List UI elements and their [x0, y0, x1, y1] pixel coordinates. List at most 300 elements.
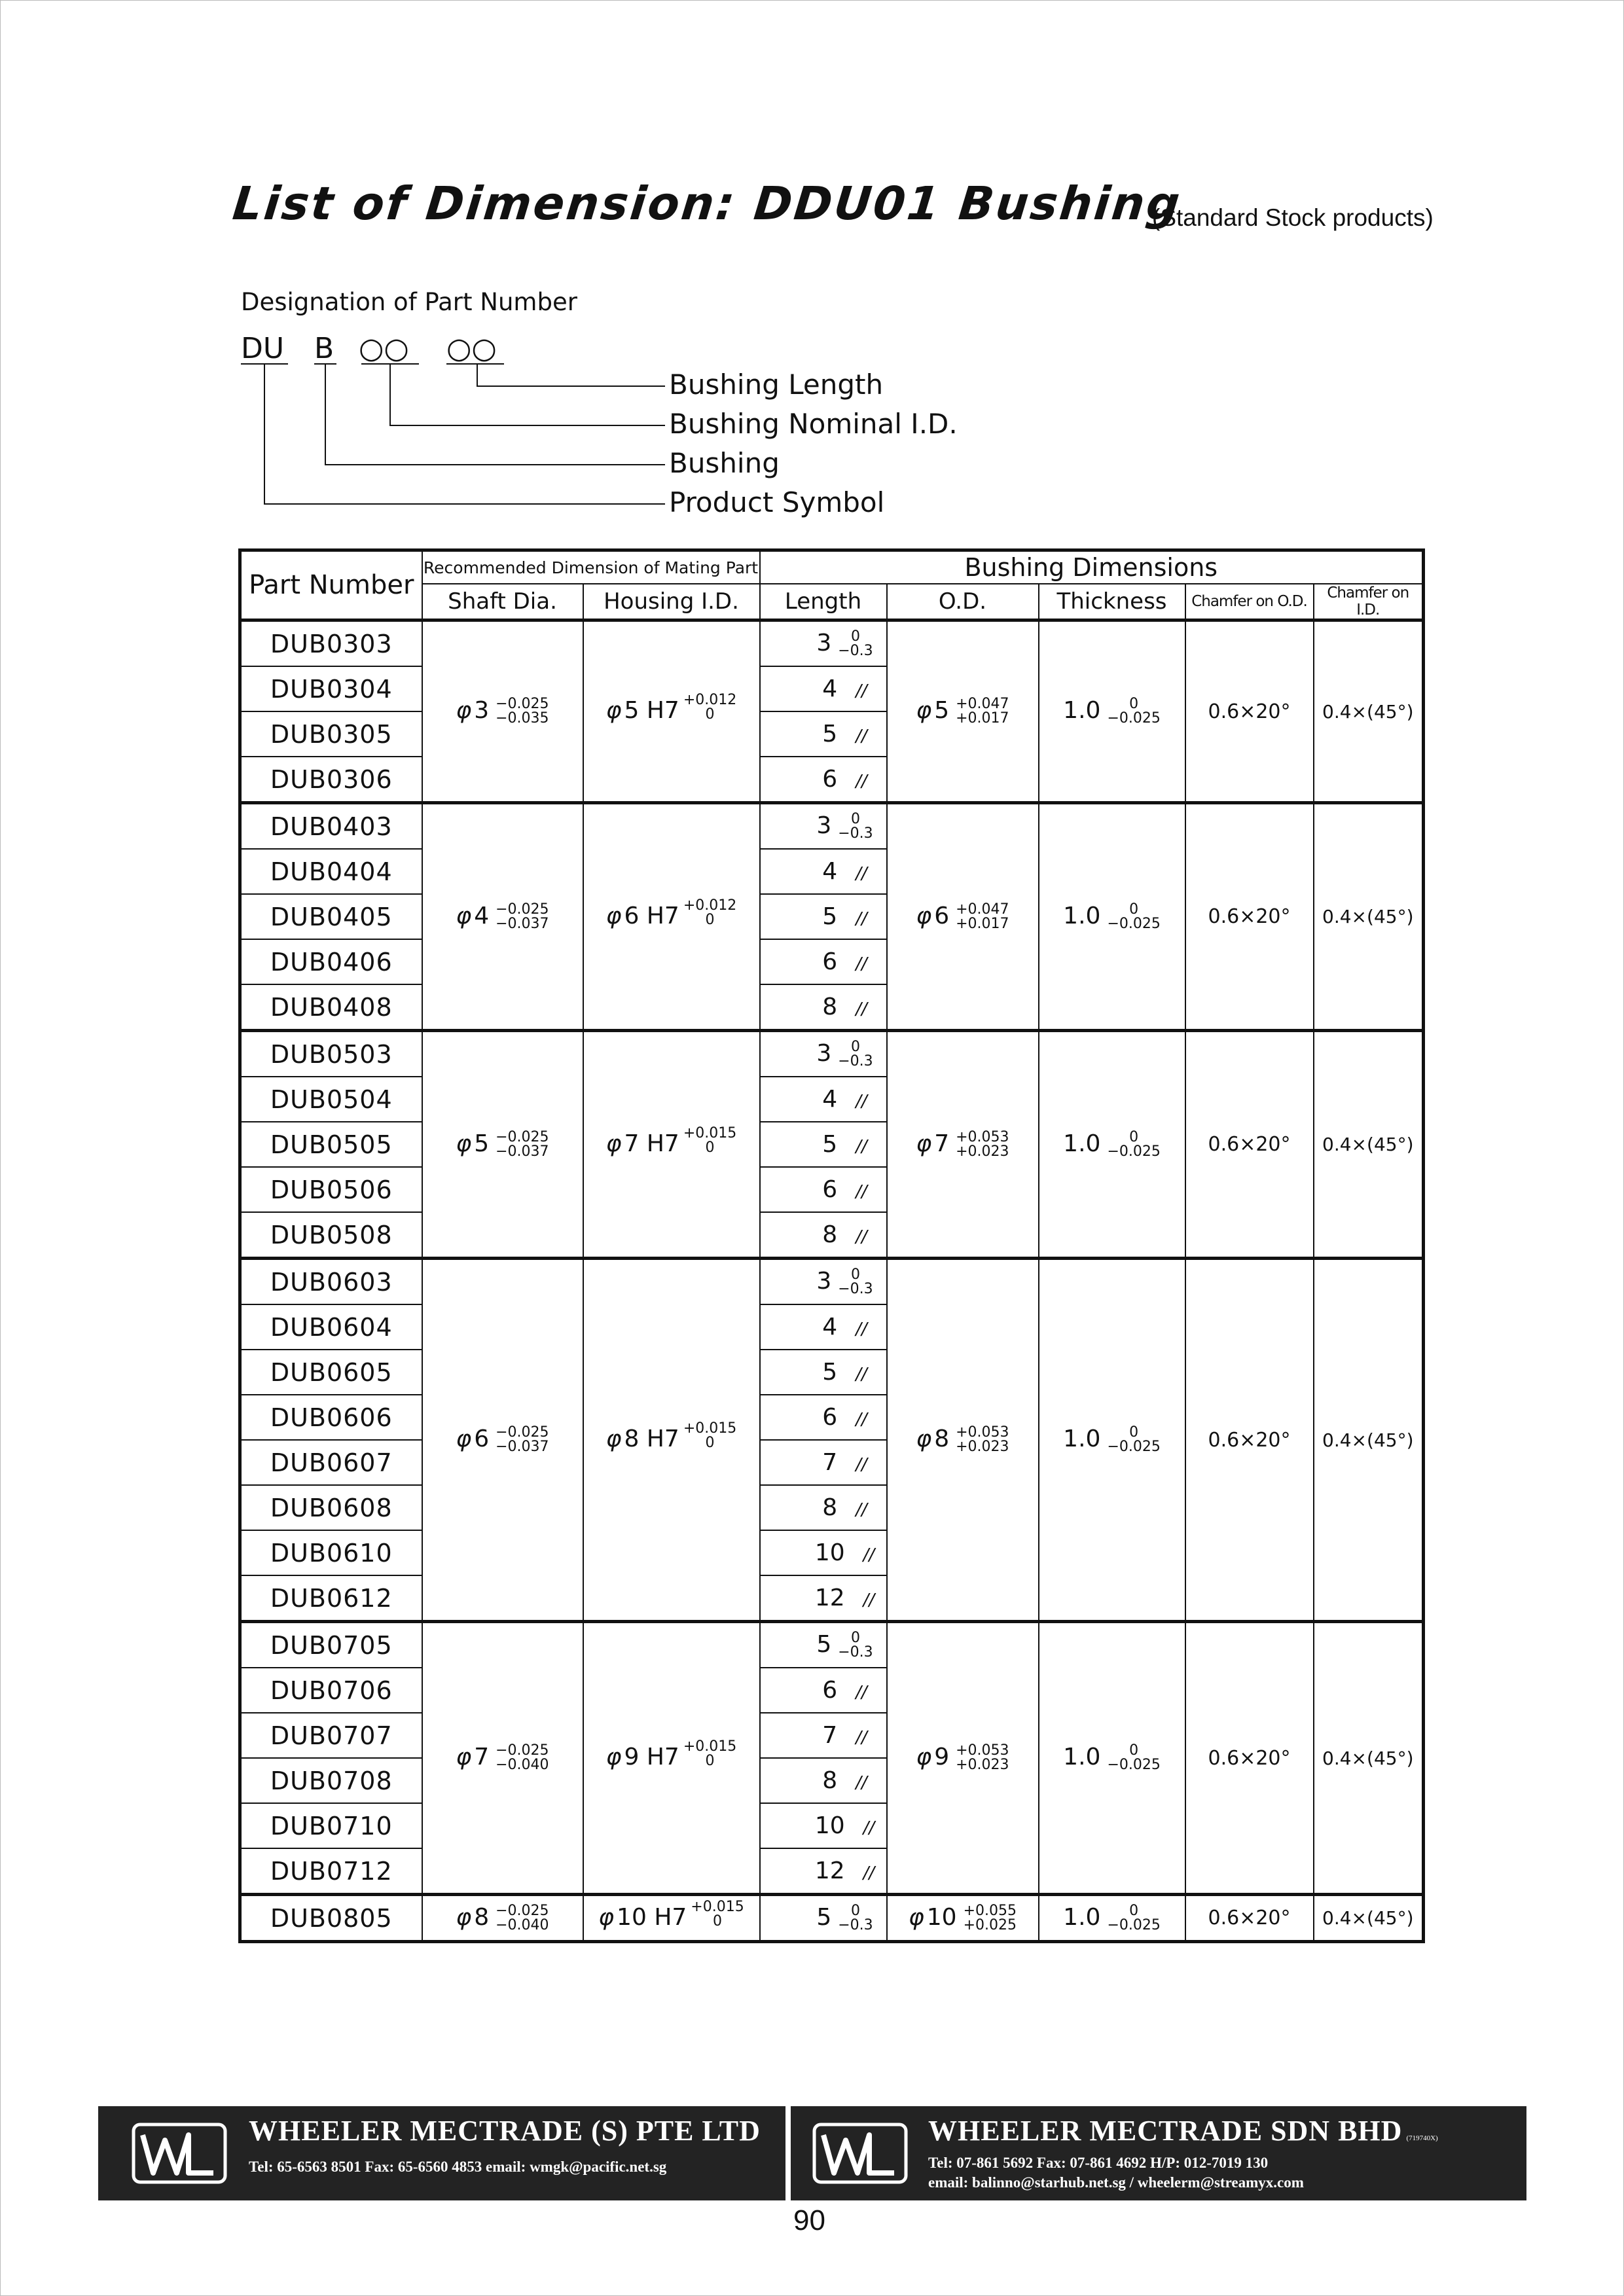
shaft-nominal: 3: [474, 697, 490, 724]
shaft-tolerance-upper: −0.025: [496, 696, 549, 712]
thickness-tolerance: [1107, 1426, 1160, 1454]
part-number-cell: DUB0303: [240, 620, 422, 667]
length-tolerance: [838, 1040, 873, 1069]
length-value: 5: [822, 1131, 838, 1158]
phi-symbol: φ: [916, 1130, 932, 1157]
housing-id-cell: [583, 1259, 760, 1622]
phi-symbol: φ: [598, 1903, 615, 1931]
thickness-tolerance-lower: −0.025: [1107, 710, 1161, 726]
wm-logo-icon: [131, 2121, 228, 2186]
part-number-cell: DUB0508: [240, 1212, 422, 1259]
part-number-cell: DUB0604: [240, 1304, 422, 1350]
housing-tolerance: [683, 1740, 736, 1768]
thickness-tolerance: [1107, 1130, 1160, 1159]
ditto-mark: //: [856, 1137, 867, 1157]
part-number-cell: DUB0406: [240, 939, 422, 984]
thickness-cell: [1039, 1895, 1185, 1942]
length-cell: [760, 1259, 887, 1305]
shaft-dia-cell: [422, 1259, 583, 1622]
od-tolerance-upper: +0.047: [956, 901, 1009, 918]
part-number-cell: DUB0506: [240, 1167, 422, 1212]
length-cell: [760, 1895, 887, 1942]
table-row: [240, 1259, 1424, 1305]
length-value: 5: [816, 1903, 832, 1931]
shaft-tolerance: [496, 1426, 549, 1454]
ditto-mark: //: [856, 1182, 867, 1202]
thickness-tolerance-upper: 0: [1129, 1742, 1139, 1759]
header-od: O.D.: [887, 584, 1039, 620]
length-value: 6: [822, 1404, 838, 1431]
od-tolerance-lower: +0.025: [963, 1916, 1017, 1933]
page-subtitle: (Standard Stock products): [1152, 204, 1434, 231]
thickness-nominal: 1.0: [1063, 1744, 1101, 1770]
shaft-dia-cell: [422, 803, 583, 1031]
od-tolerance: [956, 697, 1009, 726]
length-cell: [760, 939, 887, 984]
thickness-nominal: 1.0: [1063, 1903, 1101, 1931]
od-tolerance-upper: +0.047: [956, 696, 1009, 712]
ditto-mark: //: [856, 1319, 867, 1339]
callout-bushing: Bushing: [669, 447, 780, 479]
length-cell: [760, 984, 887, 1031]
shaft-tolerance-lower: −0.035: [496, 710, 549, 726]
length-value: 10: [814, 1812, 845, 1839]
length-cell: [760, 1167, 887, 1212]
shaft-tolerance-lower: −0.037: [496, 1439, 549, 1455]
length-tolerance: [838, 1268, 873, 1297]
length-cell: [760, 1530, 887, 1575]
ditto-mark: //: [856, 864, 867, 884]
length-tolerance: [838, 1631, 873, 1660]
ditto-mark: //: [856, 1500, 867, 1520]
part-number-cell: DUB0305: [240, 711, 422, 757]
length-cell: [760, 1848, 887, 1895]
shaft-tolerance: [496, 1744, 549, 1772]
od-cell: [887, 1259, 1039, 1622]
chamfer-od-cell: 0.6×20°: [1185, 1031, 1314, 1259]
od-tolerance: [956, 1426, 1009, 1454]
length-value: 6: [822, 766, 838, 793]
length-value: 3: [816, 1039, 832, 1067]
ditto-mark: //: [856, 1092, 867, 1111]
chamfer-id-cell: 0.4×(45°): [1314, 1622, 1424, 1895]
od-cell: [887, 620, 1039, 803]
part-number-cell: DUB0608: [240, 1485, 422, 1530]
length-value: 7: [822, 1722, 838, 1749]
od-nominal: 8: [934, 1426, 950, 1452]
ditto-mark: //: [856, 681, 867, 701]
ditto-mark: //: [863, 1545, 875, 1565]
thickness-tolerance-lower: −0.025: [1107, 1757, 1161, 1773]
length-tolerance-lower: −0.3: [838, 825, 873, 842]
part-number-cell: DUB0707: [240, 1713, 422, 1758]
thickness-tolerance-upper: 0: [1129, 696, 1139, 712]
chamfer-id-cell: 0.4×(45°): [1314, 1259, 1424, 1622]
length-tolerance-upper: 0: [850, 810, 860, 827]
part-number-cell: DUB0705: [240, 1622, 422, 1668]
thickness-tolerance: [1107, 903, 1160, 931]
length-tolerance-upper: 0: [850, 628, 860, 645]
table-body: [240, 620, 1424, 1942]
part-number-cell: DUB0603: [240, 1259, 422, 1305]
housing-nominal: 9: [624, 1744, 640, 1770]
housing-tolerance-upper: +0.015: [683, 1124, 737, 1141]
ditto-mark: //: [863, 1590, 875, 1610]
code-part-length: ○○: [446, 332, 497, 365]
callout-bushing-length: Bushing Length: [669, 368, 884, 401]
thickness-nominal: 1.0: [1063, 1130, 1101, 1157]
length-value: 5: [822, 1359, 838, 1386]
length-tolerance-lower: −0.3: [838, 1052, 873, 1069]
thickness-cell: [1039, 1031, 1185, 1259]
length-tolerance: [838, 630, 873, 658]
length-value: 8: [822, 1221, 838, 1248]
housing-tolerance-lower: 0: [705, 706, 715, 723]
od-nominal: 7: [934, 1130, 950, 1157]
od-cell: [887, 1031, 1039, 1259]
od-nominal: 9: [934, 1744, 950, 1770]
housing-tolerance-lower: 0: [705, 1753, 715, 1769]
housing-fit: H7: [646, 902, 679, 929]
thickness-tolerance-upper: 0: [1129, 901, 1139, 918]
length-cell: [760, 1758, 887, 1803]
length-tolerance-lower: −0.3: [838, 1916, 873, 1933]
length-value: 12: [814, 1857, 845, 1884]
length-tolerance-lower: −0.3: [838, 642, 873, 659]
od-tolerance: [956, 1130, 1009, 1159]
length-cell: [760, 1077, 887, 1122]
phi-symbol: φ: [456, 1744, 472, 1770]
od-cell: [887, 1622, 1039, 1895]
phi-symbol: φ: [456, 902, 472, 929]
code-part-product-symbol: DU: [241, 332, 285, 365]
length-value: 7: [822, 1449, 838, 1476]
od-nominal: 6: [934, 902, 950, 929]
contact-singapore: Tel: 65-6563 8501 Fax: 65-6560 4853 email: wmgk@pacific.net.sg: [249, 2159, 667, 2175]
chamfer-id-cell: 0.4×(45°): [1314, 620, 1424, 803]
thickness-tolerance: [1107, 1744, 1160, 1772]
housing-fit: H7: [646, 1130, 679, 1157]
header-bushing-dimensions-group: Bushing Dimensions: [760, 550, 1424, 584]
part-number-cell: DUB0710: [240, 1803, 422, 1848]
length-value: 6: [822, 1677, 838, 1704]
part-number-cell: DUB0304: [240, 666, 422, 711]
thickness-nominal: 1.0: [1063, 902, 1101, 929]
phi-symbol: φ: [456, 1903, 472, 1931]
od-nominal: 5: [934, 697, 950, 724]
part-number-cell: DUB0708: [240, 1758, 422, 1803]
phi-symbol: φ: [456, 697, 472, 724]
thickness-tolerance-lower: −0.025: [1107, 1916, 1161, 1933]
thickness-tolerance-lower: −0.025: [1107, 915, 1161, 932]
designation-label: Designation of Part Number: [241, 288, 577, 316]
shaft-tolerance-lower: −0.037: [496, 1143, 549, 1160]
chamfer-id-cell: 0.4×(45°): [1314, 1895, 1424, 1942]
part-number-cell: DUB0405: [240, 894, 422, 939]
table-row: [240, 1895, 1424, 1942]
callout-product-symbol: Product Symbol: [669, 486, 885, 518]
ditto-mark: //: [856, 954, 867, 974]
ditto-mark: //: [856, 1455, 867, 1475]
housing-tolerance-lower: 0: [705, 1139, 715, 1156]
thickness-tolerance-upper: 0: [1129, 1128, 1139, 1145]
length-value: 5: [822, 721, 838, 747]
length-cell: [760, 894, 887, 939]
housing-tolerance-upper: +0.015: [691, 1898, 744, 1915]
length-cell: [760, 1304, 887, 1350]
shaft-tolerance-lower: −0.040: [496, 1757, 549, 1773]
od-nominal: 10: [926, 1903, 957, 1931]
part-number-cell: DUB0504: [240, 1077, 422, 1122]
header-housing-id: Housing I.D.: [583, 584, 760, 620]
shaft-tolerance-upper: −0.025: [496, 1128, 549, 1145]
od-tolerance-lower: +0.023: [956, 1143, 1009, 1160]
length-tolerance-upper: 0: [850, 1629, 860, 1646]
shaft-tolerance-lower: −0.037: [496, 915, 549, 932]
length-cell: [760, 620, 887, 667]
table-row: [240, 620, 1424, 667]
dimension-table: [238, 548, 1425, 1943]
chamfer-od-cell: 0.6×20°: [1185, 1259, 1314, 1622]
part-number-cell: DUB0306: [240, 757, 422, 803]
od-tolerance: [956, 1744, 1009, 1772]
length-cell: [760, 1668, 887, 1713]
part-number-cell: DUB0505: [240, 1122, 422, 1167]
phi-symbol: φ: [456, 1130, 472, 1157]
length-value: 8: [822, 1767, 838, 1794]
length-cell: [760, 1212, 887, 1259]
housing-tolerance: [683, 693, 736, 722]
length-value: 6: [822, 1176, 838, 1203]
footer-band: [98, 2106, 1526, 2200]
length-value: 3: [816, 1267, 832, 1295]
thickness-tolerance: [1107, 1904, 1160, 1933]
length-cell: [760, 1622, 887, 1668]
shaft-dia-cell: [422, 1031, 583, 1259]
designation-callout-lines: [0, 0, 1624, 524]
ditto-mark: //: [856, 1773, 867, 1793]
housing-nominal: 6: [624, 902, 640, 929]
phi-symbol: φ: [916, 697, 932, 724]
housing-tolerance: [683, 1422, 736, 1450]
table-row: [240, 1031, 1424, 1077]
length-cell: [760, 1713, 887, 1758]
ditto-mark: //: [856, 999, 867, 1019]
length-value: 5: [816, 1630, 832, 1658]
length-cell: [760, 757, 887, 803]
code-part-bushing: B: [314, 332, 334, 365]
od-tolerance-upper: +0.053: [956, 1424, 1009, 1441]
header-shaft-dia: Shaft Dia.: [422, 584, 583, 620]
length-value: 8: [822, 994, 838, 1020]
chamfer-id-cell: 0.4×(45°): [1314, 803, 1424, 1031]
housing-tolerance: [691, 1900, 744, 1929]
thickness-cell: [1039, 803, 1185, 1031]
shaft-tolerance: [496, 903, 549, 931]
length-tolerance-upper: 0: [850, 1038, 860, 1055]
thickness-cell: [1039, 620, 1185, 803]
housing-id-cell: [583, 1031, 760, 1259]
shaft-tolerance: [496, 697, 549, 726]
length-cell: [760, 1031, 887, 1077]
shaft-tolerance: [496, 1904, 549, 1933]
shaft-dia-cell: [422, 620, 583, 803]
length-tolerance-upper: 0: [850, 1902, 860, 1919]
page-number: 90: [793, 2204, 825, 2236]
chamfer-od-cell: 0.6×20°: [1185, 1622, 1314, 1895]
length-cell: [760, 1395, 887, 1440]
callout-bushing-nominal-id: Bushing Nominal I.D.: [669, 408, 958, 440]
od-cell: [887, 1895, 1039, 1942]
ditto-mark: //: [856, 772, 867, 791]
phi-symbol: φ: [605, 1744, 622, 1770]
chamfer-od-cell: 0.6×20°: [1185, 1895, 1314, 1942]
ditto-mark: //: [856, 726, 867, 746]
housing-fit: H7: [646, 1744, 679, 1770]
page-title: List of Dimension: DDU01 Bushing: [230, 177, 1185, 230]
header-length: Length: [760, 584, 887, 620]
phi-symbol: φ: [605, 697, 622, 724]
length-value: 3: [816, 629, 832, 656]
part-number-cell: DUB0606: [240, 1395, 422, 1440]
housing-nominal: 7: [624, 1130, 640, 1157]
length-value: 5: [822, 903, 838, 930]
shaft-tolerance: [496, 1130, 549, 1159]
od-tolerance-upper: +0.053: [956, 1128, 1009, 1145]
od-tolerance-upper: +0.053: [956, 1742, 1009, 1759]
length-cell: [760, 666, 887, 711]
thickness-tolerance-lower: −0.025: [1107, 1143, 1161, 1160]
thickness-cell: [1039, 1622, 1185, 1895]
length-value: 12: [814, 1585, 845, 1611]
length-value: 4: [822, 675, 838, 702]
shaft-tolerance-upper: −0.025: [496, 1902, 549, 1919]
contact-malaysia-phone: Tel: 07-861 5692 Fax: 07-861 4692 H/P: 012-7019 130: [928, 2155, 1269, 2171]
part-number-cell: DUB0607: [240, 1440, 422, 1485]
length-value: 10: [814, 1539, 845, 1566]
ditto-mark: //: [856, 1683, 867, 1702]
thickness-tolerance-upper: 0: [1129, 1902, 1139, 1919]
part-number-cell: DUB0610: [240, 1530, 422, 1575]
housing-tolerance-upper: +0.012: [683, 692, 737, 708]
length-tolerance-lower: −0.3: [838, 1643, 873, 1660]
housing-fit: H7: [646, 697, 679, 724]
shaft-tolerance-upper: −0.025: [496, 1424, 549, 1441]
od-tolerance-lower: +0.023: [956, 1757, 1009, 1773]
housing-nominal: 8: [624, 1426, 640, 1452]
company-name-malaysia-text: WHEELER MECTRADE SDN BHD: [928, 2115, 1403, 2147]
ditto-mark: //: [856, 1410, 867, 1429]
length-tolerance-lower: −0.3: [838, 1280, 873, 1297]
length-cell: [760, 1440, 887, 1485]
table-row: [240, 1622, 1424, 1668]
od-tolerance-lower: +0.017: [956, 915, 1009, 932]
housing-id-cell: [583, 1895, 760, 1942]
phi-symbol: φ: [605, 1130, 622, 1157]
shaft-dia-cell: [422, 1895, 583, 1942]
housing-nominal: 10: [617, 1903, 647, 1931]
shaft-nominal: 4: [474, 902, 490, 929]
housing-tolerance: [683, 1126, 736, 1155]
ditto-mark: //: [856, 1227, 867, 1247]
header-part-number: Part Number: [240, 550, 422, 620]
header-mating-part-group: Recommended Dimension of Mating Part: [422, 550, 760, 584]
header-chamfer-od: Chamfer on O.D.: [1185, 584, 1314, 620]
length-tolerance-upper: 0: [850, 1266, 860, 1283]
table-row: [240, 803, 1424, 850]
length-cell: [760, 849, 887, 894]
housing-id-cell: [583, 1622, 760, 1895]
part-number-cell: DUB0408: [240, 984, 422, 1031]
od-tolerance-upper: +0.055: [963, 1902, 1017, 1919]
housing-tolerance: [683, 899, 736, 927]
shaft-tolerance-lower: −0.040: [496, 1916, 549, 1933]
thickness-cell: [1039, 1259, 1185, 1622]
part-number-cell: DUB0612: [240, 1575, 422, 1622]
part-number-cell: DUB0805: [240, 1895, 422, 1942]
part-number-cell: DUB0403: [240, 803, 422, 850]
shaft-nominal: 7: [474, 1744, 490, 1770]
ditto-mark: //: [863, 1818, 875, 1838]
shaft-nominal: 6: [474, 1426, 490, 1452]
ditto-mark: //: [856, 909, 867, 929]
part-number-cell: DUB0706: [240, 1668, 422, 1713]
shaft-tolerance-upper: −0.025: [496, 1742, 549, 1759]
phi-symbol: φ: [605, 1426, 622, 1452]
od-tolerance: [956, 903, 1009, 931]
housing-nominal: 5: [624, 697, 640, 724]
length-cell: [760, 1803, 887, 1848]
shaft-nominal: 5: [474, 1130, 490, 1157]
shaft-dia-cell: [422, 1622, 583, 1895]
thickness-nominal: 1.0: [1063, 697, 1101, 724]
ditto-mark: //: [856, 1365, 867, 1384]
length-cell: [760, 803, 887, 850]
chamfer-od-cell: 0.6×20°: [1185, 803, 1314, 1031]
contact-malaysia-email: email: balinno@starhub.net.sg / wheelerm@streamyx.com: [928, 2174, 1304, 2191]
length-cell: [760, 1122, 887, 1167]
length-tolerance: [838, 812, 873, 841]
ditto-mark: //: [863, 1863, 875, 1883]
length-value: 4: [822, 1314, 838, 1340]
shaft-tolerance-upper: −0.025: [496, 901, 549, 918]
header-thickness: Thickness: [1039, 584, 1185, 620]
length-cell: [760, 711, 887, 757]
length-tolerance: [838, 1904, 873, 1933]
chamfer-id-cell: 0.4×(45°): [1314, 1031, 1424, 1259]
length-cell: [760, 1485, 887, 1530]
code-part-nominal-id: ○○: [359, 332, 409, 365]
company-name-singapore: WHEELER MECTRADE (S) PTE LTD: [249, 2115, 761, 2147]
part-number-cell: DUB0605: [240, 1350, 422, 1395]
length-value: 3: [816, 812, 832, 839]
thickness-nominal: 1.0: [1063, 1426, 1101, 1452]
footer-divider: [785, 2106, 791, 2200]
housing-fit: H7: [654, 1903, 687, 1931]
od-tolerance: [964, 1904, 1017, 1933]
thickness-tolerance: [1107, 697, 1160, 726]
od-tolerance-lower: +0.023: [956, 1439, 1009, 1455]
phi-symbol: φ: [916, 902, 932, 929]
part-number-cell: DUB0712: [240, 1848, 422, 1895]
phi-symbol: φ: [909, 1903, 924, 1931]
phi-symbol: φ: [916, 1744, 932, 1770]
od-cell: [887, 803, 1039, 1031]
company-reg-number: (719740X): [1406, 2134, 1438, 2142]
length-value: 6: [822, 948, 838, 975]
length-cell: [760, 1350, 887, 1395]
housing-tolerance-upper: +0.015: [683, 1738, 737, 1755]
